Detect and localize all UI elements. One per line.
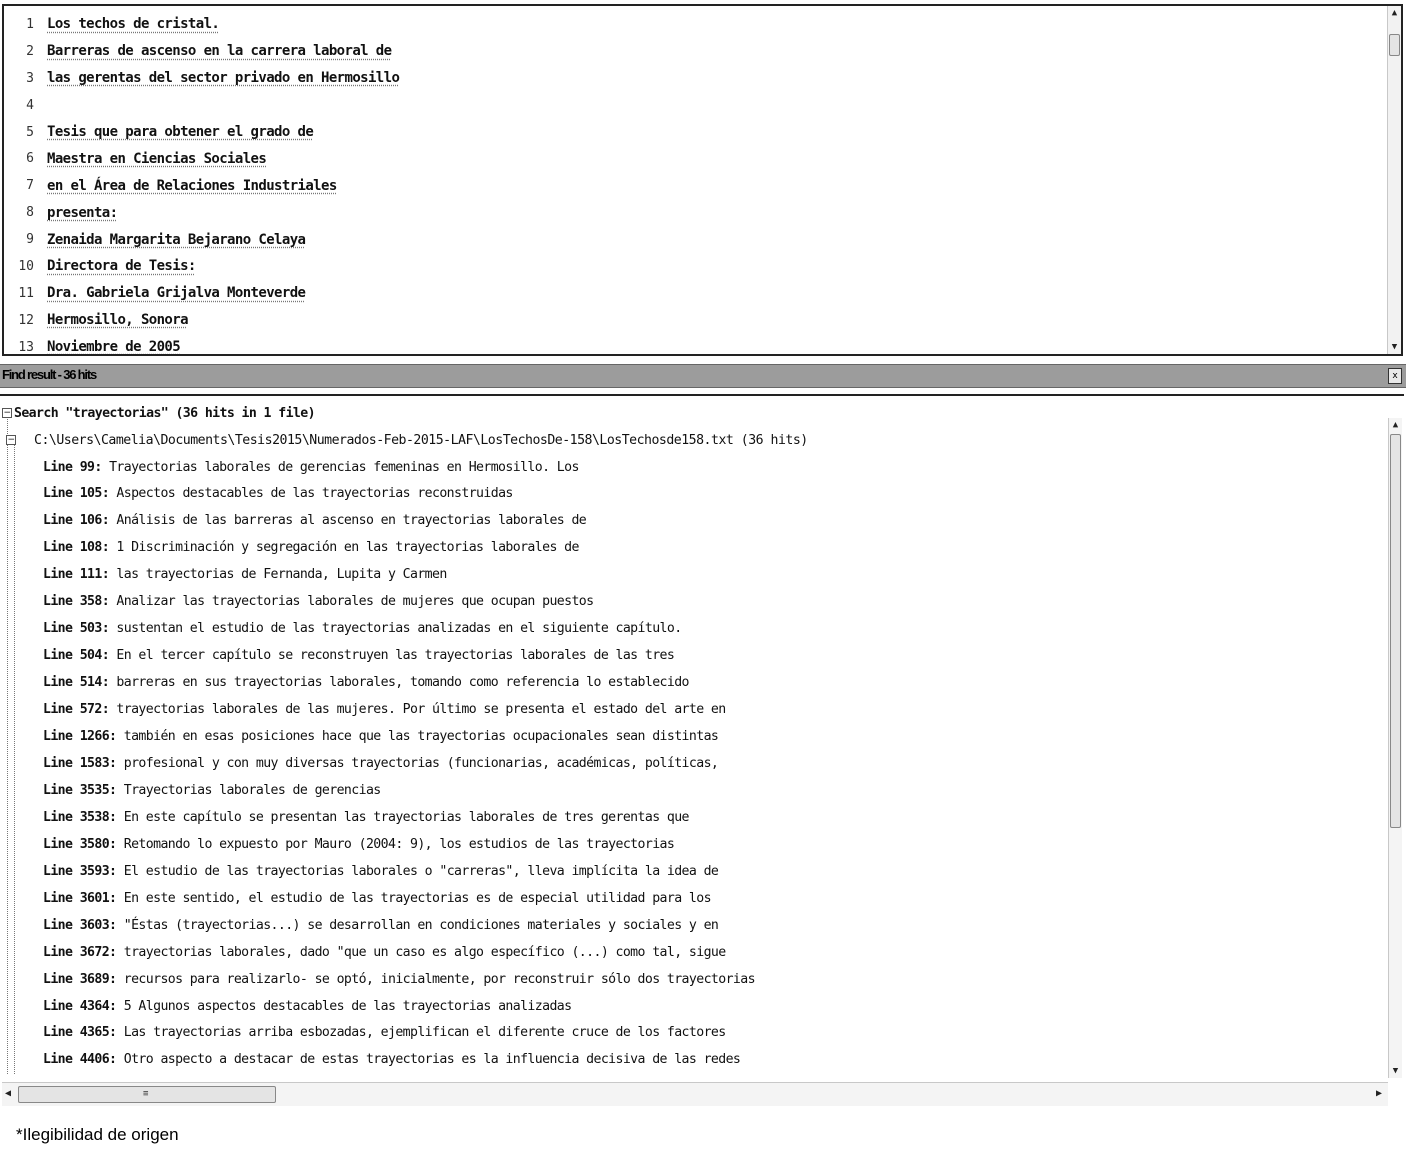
results-horizontal-scrollbar[interactable] bbox=[2, 1082, 1388, 1106]
hit-separator bbox=[116, 837, 123, 852]
hit-separator bbox=[116, 891, 123, 906]
results-scroll-thumb[interactable] bbox=[1390, 434, 1401, 828]
hit-row[interactable] bbox=[43, 995, 571, 1017]
hit-text: Retomando lo expuesto por Mauro (2004: 9), los estudios de las trayectorias bbox=[123, 836, 675, 852]
line-text: Barreras de ascenso en la carrera laboral de bbox=[47, 43, 392, 60]
hit-line-label: Line 4365: bbox=[43, 1025, 117, 1041]
editor-line[interactable] bbox=[4, 226, 399, 253]
hit-row[interactable] bbox=[43, 752, 718, 774]
hit-line-label: Line 358: bbox=[43, 594, 110, 610]
line-number: 10 bbox=[18, 258, 34, 274]
find-result-title: Find result - 36 hits bbox=[2, 367, 96, 382]
hit-separator bbox=[116, 945, 123, 960]
editor-pane[interactable] bbox=[2, 4, 1403, 356]
hit-line-label: Line 1266: bbox=[43, 729, 117, 744]
hit-row[interactable] bbox=[43, 860, 718, 882]
hit-line-label: Line 3535: bbox=[43, 782, 117, 798]
line-number: 6 bbox=[26, 151, 34, 167]
hit-row[interactable] bbox=[43, 1049, 740, 1071]
editor-line[interactable] bbox=[4, 65, 399, 92]
hit-row[interactable] bbox=[43, 1022, 726, 1044]
editor-line[interactable] bbox=[4, 145, 399, 172]
hit-row[interactable] bbox=[43, 564, 447, 586]
hit-text: barreras en sus trayectorias laborales, tomando como referencia lo establecido bbox=[116, 675, 689, 691]
editor-vertical-scrollbar[interactable] bbox=[1387, 6, 1401, 354]
close-icon[interactable]: x bbox=[1388, 368, 1402, 384]
hit-separator bbox=[116, 756, 123, 771]
hit-separator bbox=[109, 648, 116, 663]
hit-row[interactable] bbox=[43, 726, 718, 748]
hit-separator bbox=[102, 460, 109, 475]
editor-line[interactable] bbox=[4, 307, 399, 334]
hit-line-label: Line 4364: bbox=[43, 998, 117, 1014]
hit-row[interactable] bbox=[43, 645, 674, 667]
hit-separator bbox=[116, 918, 123, 933]
hit-row[interactable] bbox=[43, 941, 726, 963]
hit-line-label: Line 1583: bbox=[43, 755, 117, 771]
hit-line-label: Line 3580: bbox=[43, 836, 117, 852]
hit-text: sustentan el estudio de las trayectorias analizadas en el siguiente capítulo. bbox=[116, 621, 682, 637]
hit-line-label: Line 514: bbox=[43, 675, 110, 691]
line-text: Tesis que para obtener el grado de bbox=[47, 124, 314, 140]
hit-row[interactable] bbox=[43, 618, 682, 640]
line-number: 7 bbox=[26, 178, 34, 194]
hit-separator bbox=[109, 486, 116, 501]
hit-separator bbox=[109, 567, 116, 582]
grip-icon: ≡ bbox=[143, 1089, 149, 1099]
hit-line-label: Line 108: bbox=[43, 540, 110, 556]
hit-text: Las trayectorias arriba esbozadas, ejemplifican el diferente cruce de los factores bbox=[123, 1025, 726, 1041]
line-number: 2 bbox=[26, 43, 34, 59]
line-number: 12 bbox=[18, 312, 34, 328]
hit-text: Otro aspecto a destacar de estas trayectorias es la influencia decisiva de las redes bbox=[123, 1052, 741, 1068]
line-text: Dra. Gabriela Grijalva Monteverde bbox=[47, 285, 306, 302]
hit-text: profesional y con muy diversas trayectorias (funcionarias, académicas, políticas, bbox=[123, 755, 719, 771]
collapse-icon[interactable]: − bbox=[7, 435, 15, 445]
hit-row[interactable] bbox=[43, 483, 513, 505]
scroll-up-icon[interactable]: ▲ bbox=[1392, 420, 1399, 430]
hit-text: Trayectorias laborales de gerencias bbox=[123, 782, 381, 798]
hit-row[interactable] bbox=[43, 806, 689, 828]
hit-separator bbox=[116, 1052, 123, 1067]
scroll-left-icon[interactable]: ◀ bbox=[5, 1088, 12, 1099]
hit-text: Análisis de las barreras al ascenso en trayectorias laborales de bbox=[116, 513, 587, 529]
hit-line-label: Line 99: bbox=[43, 459, 102, 475]
line-text: Directora de Tesis: bbox=[47, 258, 196, 275]
results-vertical-scrollbar[interactable] bbox=[1388, 418, 1402, 1078]
hit-line-label: Line 572: bbox=[43, 702, 110, 718]
scroll-down-icon[interactable]: ▼ bbox=[1391, 342, 1398, 352]
hit-text: Analizar las trayectorias laborales de mujeres que ocupan puestos bbox=[116, 594, 594, 610]
collapse-icon[interactable]: − bbox=[3, 408, 11, 418]
tree-guide-line bbox=[14, 442, 15, 1074]
hit-separator bbox=[109, 540, 116, 555]
hit-text: En este capítulo se presentan las trayectorias laborales de tres gerentas que bbox=[123, 809, 689, 825]
hit-row[interactable] bbox=[43, 672, 689, 694]
editor-line[interactable] bbox=[4, 334, 399, 356]
line-number: 13 bbox=[18, 339, 34, 355]
line-number: 9 bbox=[26, 232, 34, 248]
editor-line[interactable] bbox=[4, 199, 399, 226]
hit-line-label: Line 3672: bbox=[43, 944, 117, 960]
file-path-text: C:\Users\Camelia\Documents\Tesis2015\Numerados-Feb-2015-LAF\LosTechosDe-158\LosTechosde158.txt (36 hits) bbox=[34, 432, 808, 448]
scroll-right-icon[interactable]: ▶ bbox=[1375, 1088, 1382, 1099]
hit-line-label: Line 504: bbox=[43, 648, 110, 664]
hit-separator bbox=[109, 675, 116, 690]
line-text: presenta: bbox=[47, 204, 118, 221]
line-number: 4 bbox=[26, 97, 34, 113]
line-number: 11 bbox=[18, 285, 34, 301]
hit-text: En este sentido, el estudio de las trayectorias es de especial utilidad para los bbox=[123, 890, 711, 906]
hit-row[interactable] bbox=[43, 699, 726, 721]
hit-separator bbox=[109, 594, 116, 609]
line-text: Hermosillo, Sonora bbox=[47, 312, 188, 329]
hit-row[interactable] bbox=[43, 887, 711, 909]
hit-text: recursos para realizarlo- se optó, inicialmente, por reconstruir sólo dos trayectorias bbox=[123, 971, 755, 987]
hit-text: trayectorias laborales, dado "que un caso es algo específico (...) como tal, sigue bbox=[123, 944, 726, 960]
hit-row[interactable] bbox=[43, 456, 579, 478]
hit-separator bbox=[116, 999, 123, 1014]
hit-line-label: Line 3593: bbox=[43, 863, 117, 879]
hit-line-label: Line 111: bbox=[43, 567, 110, 583]
find-results-tree bbox=[0, 398, 1386, 1074]
editor-line[interactable] bbox=[4, 280, 399, 307]
hit-line-label: Line 3603: bbox=[43, 917, 117, 933]
editor-line[interactable] bbox=[4, 38, 399, 65]
hit-line-label: Line 3538: bbox=[43, 809, 117, 825]
line-number: 8 bbox=[26, 205, 34, 221]
hit-line-label: Line 106: bbox=[43, 513, 110, 529]
hit-text: Trayectorias laborales de gerencias femeninas en Hermosillo. Los bbox=[109, 459, 579, 475]
hit-separator bbox=[109, 513, 116, 528]
line-text: en el Área de Relaciones Industriales bbox=[47, 177, 337, 194]
editor-scroll-thumb[interactable] bbox=[1389, 34, 1400, 56]
hit-row[interactable] bbox=[43, 968, 755, 990]
hit-text: Aspectos destacables de las trayectorias reconstruidas bbox=[116, 486, 513, 502]
hit-separator bbox=[116, 864, 123, 879]
line-text: Maestra en Ciencias Sociales bbox=[47, 150, 267, 167]
hit-line-label: Line 503: bbox=[43, 621, 110, 637]
search-header-row[interactable] bbox=[2, 402, 315, 424]
hit-line-label: Line 4406: bbox=[43, 1052, 117, 1068]
hit-text: también en esas posiciones hace que las trayectorias ocupacionales sean distintas bbox=[123, 729, 719, 744]
hit-separator bbox=[116, 810, 123, 825]
hit-separator bbox=[116, 729, 123, 744]
hit-line-label: Line 3689: bbox=[43, 971, 117, 987]
hit-row[interactable] bbox=[43, 537, 579, 559]
search-header-text: Search "trayectorias" (36 hits in 1 file) bbox=[14, 405, 315, 421]
editor-line[interactable] bbox=[4, 119, 399, 146]
hit-row[interactable] bbox=[43, 779, 381, 801]
find-results-pane[interactable] bbox=[0, 394, 1404, 1108]
editor-lines bbox=[4, 11, 399, 356]
editor-line[interactable] bbox=[4, 92, 399, 119]
hit-row[interactable] bbox=[43, 914, 718, 936]
hit-text: "Éstas (trayectorias...) se desarrollan en condiciones materiales y sociales y en bbox=[123, 917, 719, 933]
editor-line[interactable] bbox=[4, 253, 399, 280]
hit-text: 5 Algunos aspectos destacables de las trayectorias analizadas bbox=[123, 998, 572, 1014]
hit-row[interactable] bbox=[43, 510, 586, 532]
horizontal-scroll-thumb[interactable] bbox=[18, 1086, 276, 1103]
footnote: *Ilegibilidad de origen bbox=[16, 1125, 179, 1144]
hit-text: En el tercer capítulo se reconstruyen las trayectorias laborales de las tres bbox=[116, 648, 675, 664]
editor-line[interactable] bbox=[4, 11, 399, 38]
hit-separator bbox=[116, 783, 123, 798]
file-result-row[interactable] bbox=[2, 429, 808, 451]
line-number: 5 bbox=[26, 124, 34, 140]
hit-row[interactable] bbox=[43, 833, 674, 855]
tree-guide-line bbox=[7, 414, 8, 1074]
scroll-down-icon[interactable]: ▼ bbox=[1392, 1066, 1399, 1076]
hit-text: 1 Discriminación y segregación en las trayectorias laborales de bbox=[116, 540, 579, 556]
hit-text: trayectorias laborales de las mujeres. Por último se presenta el estado del arte en bbox=[116, 702, 726, 718]
line-text: las gerentas del sector privado en Hermosillo bbox=[47, 70, 400, 87]
hit-separator bbox=[116, 972, 123, 987]
hit-row[interactable] bbox=[43, 591, 593, 613]
line-number: 1 bbox=[26, 16, 34, 32]
line-number: 3 bbox=[26, 70, 34, 86]
hit-text: las trayectorias de Fernanda, Lupita y Carmen bbox=[116, 567, 447, 583]
hit-separator bbox=[116, 1025, 123, 1040]
hit-line-label: Line 3601: bbox=[43, 890, 117, 906]
scroll-up-icon[interactable]: ▲ bbox=[1391, 8, 1398, 18]
line-text: Noviembre de 2005 bbox=[47, 339, 181, 356]
hit-line-label: Line 105: bbox=[43, 486, 110, 502]
line-text: Los techos de cristal. bbox=[47, 16, 220, 33]
hit-separator bbox=[109, 621, 116, 636]
editor-line[interactable] bbox=[4, 172, 399, 199]
line-text: Zenaida Margarita Bejarano Celaya bbox=[47, 231, 306, 248]
hit-separator bbox=[109, 702, 116, 717]
find-result-title-bar bbox=[0, 364, 1406, 388]
hit-text: El estudio de las trayectorias laborales o "carreras", lleva implícita la idea de bbox=[123, 863, 719, 879]
